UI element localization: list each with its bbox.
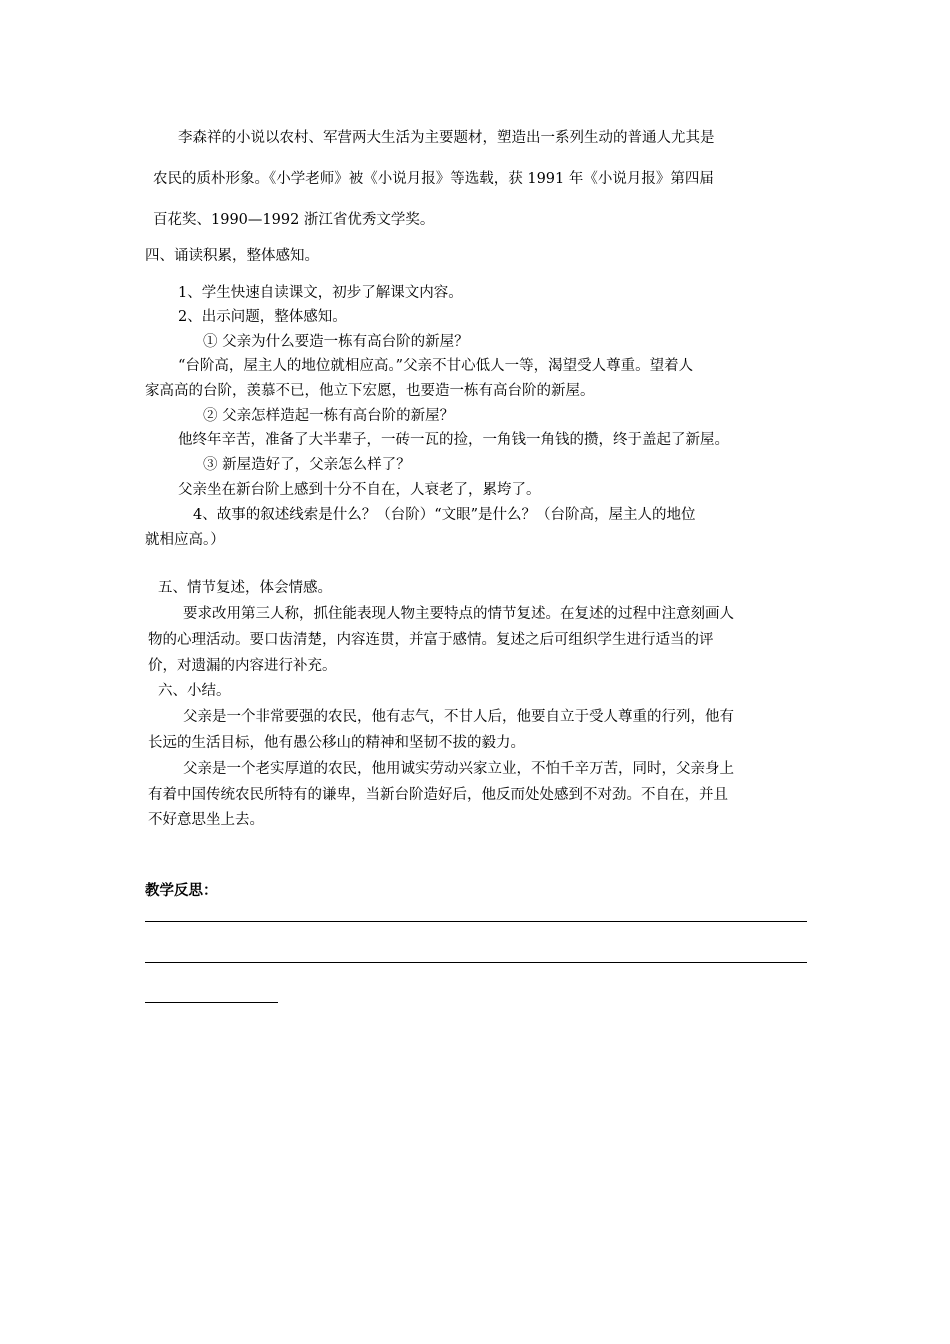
- intro-line-2: 农民的质朴形象。《小学老师》被《小说月报》等选载，获 1991 年《小说月报》第四届: [153, 171, 714, 187]
- section-4-heading: 四、诵读积累，整体感知。: [145, 248, 319, 264]
- question-3: ③ 新屋造好了，父亲怎么样了？: [203, 457, 411, 473]
- section-4-item-2: 2、出示问题，整体感知。: [178, 309, 347, 325]
- section-5-heading: 五、情节复述，体会情感。: [158, 580, 332, 596]
- reflection-line-1: [145, 921, 807, 922]
- answer-2: 他终年辛苦，准备了大半辈子，一砖一瓦的捡，一角钱一角钱的攒，终于盖起了新屋。: [178, 432, 729, 448]
- question-2: ② 父亲怎样造起一栋有高台阶的新屋？: [203, 408, 455, 424]
- summary-p2-line-3: 不好意思坐上去。: [148, 812, 264, 828]
- answer-1-line-1: “台阶高，屋主人的地位就相应高。”父亲不甘心低人一等，渴望受人尊重。望着人: [178, 358, 694, 374]
- summary-p2-line-2: 有着中国传统农民所特有的谦卑，当新台阶造好后，他反而处处感到不对劲。不自在，并且: [148, 787, 728, 803]
- answer-1-line-2: 家高高的台阶，羡慕不已，他立下宏愿，也要造一栋有高台阶的新屋。: [145, 383, 595, 399]
- section-4-item-4-line-1: 4、故事的叙述线索是什么？（台阶）“文眼”是什么？（台阶高，屋主人的地位: [193, 507, 696, 523]
- reflection-line-3: [145, 1002, 278, 1003]
- section-5-line-1: 要求改用第三人称，抓住能表现人物主要特点的情节复述。在复述的过程中注意刻画人: [183, 606, 734, 622]
- answer-3: 父亲坐在新台阶上感到十分不自在，人衰老了，累垮了。: [178, 482, 541, 498]
- intro-line-1: 李森祥的小说以农村、军营两大生活为主要题材，塑造出一系列生动的普通人尤其是: [178, 130, 715, 146]
- section-6-heading: 六、小结。: [158, 683, 231, 699]
- intro-line-3: 百花奖、1990—1992 浙江省优秀文学奖。: [153, 212, 435, 228]
- section-4-item-4-line-2: 就相应高。）: [145, 532, 225, 548]
- summary-p1-line-2: 长远的生活目标，他有愚公移山的精神和坚韧不拔的毅力。: [148, 735, 525, 751]
- summary-p1-line-1: 父亲是一个非常要强的农民，他有志气，不甘人后，他要自立于受人尊重的行列，他有: [183, 709, 734, 725]
- reflection-line-2: [145, 962, 807, 963]
- section-5-line-2: 物的心理活动。要口齿清楚，内容连贯，并富于感情。复述之后可组织学生进行适当的评: [148, 632, 714, 648]
- reflection-label: 教学反思：: [145, 882, 218, 899]
- section-4-item-1: 1、学生快速自读课文，初步了解课文内容。: [178, 285, 463, 301]
- summary-p2-line-1: 父亲是一个老实厚道的农民，他用诚实劳动兴家立业，不怕千辛万苦，同时，父亲身上: [183, 761, 734, 777]
- section-5-line-3: 价，对遗漏的内容进行补充。: [148, 658, 337, 674]
- question-1: ① 父亲为什么要造一栋有高台阶的新屋？: [203, 334, 469, 350]
